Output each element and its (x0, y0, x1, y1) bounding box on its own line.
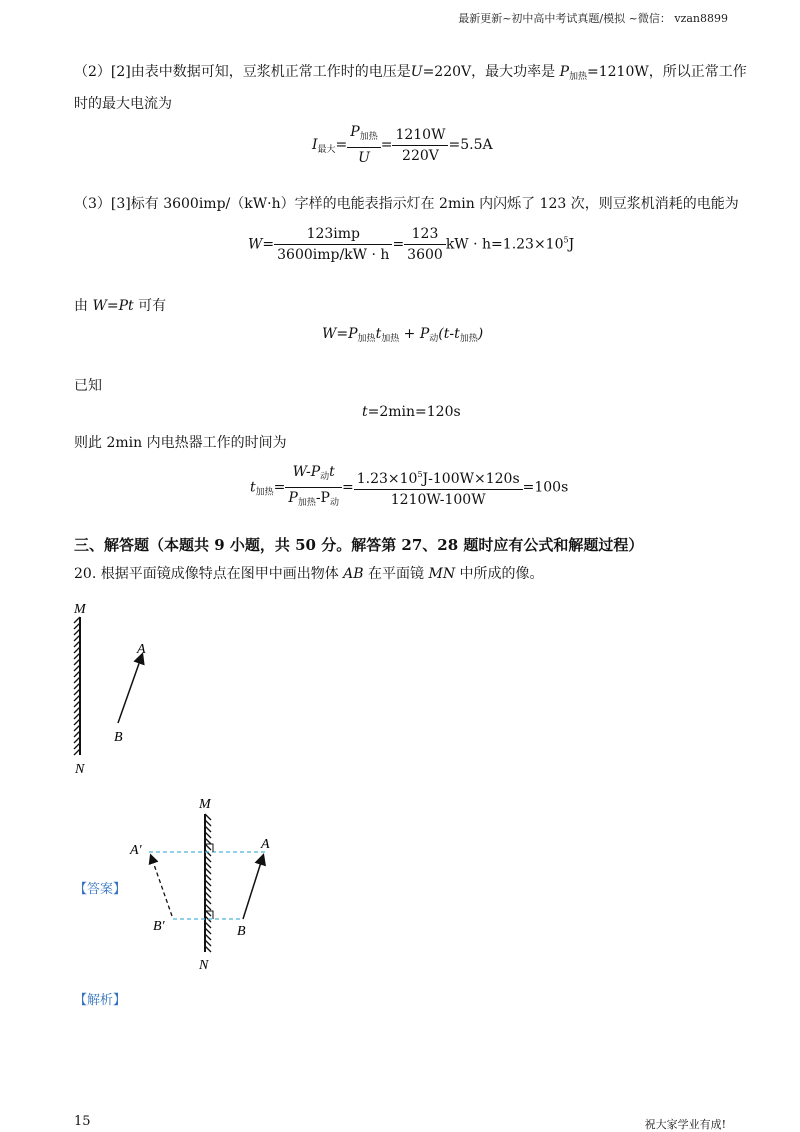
object-arrow (243, 856, 263, 919)
eq3-result: =100s (522, 479, 569, 496)
eqw-exp: 5 (563, 235, 569, 245)
footer-slogan: 祝大家学业有成! (644, 1118, 726, 1131)
figure-answer (125, 792, 285, 977)
object-ab-arrow (118, 655, 142, 723)
label-a: A (137, 642, 146, 657)
by-formula (74, 296, 166, 316)
eq2-text: W=P (322, 326, 358, 342)
eqw-num2: 123 (404, 224, 446, 245)
eq2-s4: 加热 (459, 334, 478, 344)
eq3-tsub: 加热 (255, 487, 274, 498)
q20-ab: AB (343, 566, 364, 582)
eq3-den-b: -P (315, 490, 330, 506)
eq3-num-a: W (292, 464, 306, 480)
eqw-den1: 3600imp/kW · h (277, 247, 390, 263)
analysis-label: 【解析】 (74, 993, 127, 1008)
image-arrow (151, 856, 172, 916)
eq-p-sub: 加热 (359, 132, 378, 142)
answer-label-n: N (199, 958, 209, 973)
fraction-count (404, 224, 446, 265)
by-a: 由 (74, 298, 93, 314)
eq3-den-sub1: 加热 (297, 498, 316, 508)
answer-label-b-prime: B′ (153, 919, 165, 934)
t-symbol: t (362, 404, 368, 420)
eqw-unit: J (568, 236, 575, 253)
label-m: M (74, 602, 86, 617)
by-formula-w: W=Pt (92, 298, 134, 314)
page-header: 最新更新~初中高中考试真题/模拟 ~微信： vzan8899 (458, 12, 728, 25)
time-equation (362, 404, 461, 420)
answer-label-b: B (237, 924, 246, 939)
eq3-den-sub2: 动 (329, 498, 339, 508)
t-rest: =2min=120s (367, 404, 461, 420)
eqw-num1: 123imp (274, 224, 392, 245)
fraction-power-over-voltage (392, 125, 448, 166)
q20-number: 20. (74, 566, 101, 582)
eq3-num2-exp: 5 (417, 470, 423, 479)
q20-text-a: 根据平面镜成像特点在图甲中画出物体 (100, 566, 344, 582)
fraction-imp (274, 224, 392, 265)
eq-u: U (358, 150, 370, 166)
known-label: 已知 (74, 378, 102, 394)
energy-split-equation (322, 326, 483, 344)
heating-time-equation: $t_{加热}=$ $\frac{W-P_动t}{P_{加热}-P_动}$ = $\frac{1.23\times 10^5J-100W\times 120s}{1210W-100W}$ =100s (250, 462, 568, 513)
label-n: N (75, 762, 85, 777)
eq3-den2: 1210W-100W (390, 492, 486, 508)
power-symbol: P (559, 64, 569, 80)
label-b: B (114, 730, 123, 745)
section-title: 三、解答题（本题共 9 小题，共 50 分。解答第 27、28 题时应有公式和解题过程） (74, 536, 644, 554)
energy-equation: W= $\frac{\text{123imp}}{\text{3600imp/kW · h}}$ = $\frac{123}{3600}$ kW · $h=1.23\times 10^5J$ (248, 226, 575, 263)
eqw-tail: kW · h=1.23×10 (445, 236, 564, 253)
eqw-den2: 3600 (407, 247, 443, 263)
page-number: 15 (74, 1114, 91, 1129)
current-equation: $I_{最大}=$ $\frac{P_{加热}}{U}$ = $\frac{1210W}{220V}$ =5.5A (312, 124, 493, 166)
q20-mn: MN (428, 566, 456, 582)
part2-line1-c: =1210W，所以正常工作 (587, 64, 747, 80)
q20-text-b: 在平面镜 (363, 566, 429, 582)
eq-num: 1210W (392, 125, 448, 146)
eq-i: I (312, 137, 318, 153)
voltage-symbol: U (410, 64, 423, 80)
eq2-paren: (t-t (438, 326, 460, 342)
then-line: 则此 2min 内电热器工作的时间为 (74, 435, 287, 451)
power-subscript: 加热 (569, 72, 588, 82)
eq2-s1: 加热 (357, 334, 376, 344)
eq3-num-t: t (329, 464, 335, 480)
answer-label-a: A (261, 837, 270, 852)
eq2-plus: + P (399, 326, 430, 342)
answer-label-a-prime: A′ (130, 843, 142, 858)
by-b: 可有 (133, 298, 167, 314)
eq3-num-sub: 动 (320, 472, 330, 482)
figure-mirror-object (60, 595, 180, 785)
eq-den: 220V (402, 147, 439, 164)
part3-line1: （3）[3]标有 3600imp/（kW·h）字样的电能表指示灯在 2min 内闪烁了 123 次，则豆浆机消耗的电能为 (74, 196, 739, 212)
eq-i-sub: 最大 (317, 145, 336, 155)
eq3-num-b: -P (305, 464, 321, 480)
answer-label-m: M (199, 797, 211, 812)
fraction-symbolic (285, 462, 342, 513)
eq2-t: t (375, 326, 382, 342)
eqw-w: W (248, 236, 263, 253)
part2-line1-b: =220V，最大功率是 (422, 64, 556, 80)
eq2-s2: 加热 (381, 334, 400, 344)
eq3-num2: 1.23×10 (356, 471, 418, 487)
eq3-den-a: P (288, 490, 298, 506)
part2-line1 (74, 62, 747, 87)
part2-line2: 时的最大电流为 (74, 96, 172, 112)
eq2-s3: 动 (429, 334, 439, 344)
question-20 (74, 564, 544, 584)
answer-label: 【答案】 (74, 882, 127, 897)
part2-line1-a: （2）[2]由表中数据可知，豆浆机正常工作时的电压是 (74, 64, 411, 80)
fraction-p-over-u (347, 122, 380, 168)
eq2-close: ) (477, 326, 484, 342)
eq-result: =5.5A (448, 137, 493, 153)
eq3-num2-tail: J-100W×120s (422, 471, 520, 487)
fraction-numeric (354, 465, 523, 510)
q20-text-c: 中所成的像。 (455, 566, 544, 582)
eq3-t: t (250, 479, 256, 496)
eq-p: P (350, 124, 360, 140)
